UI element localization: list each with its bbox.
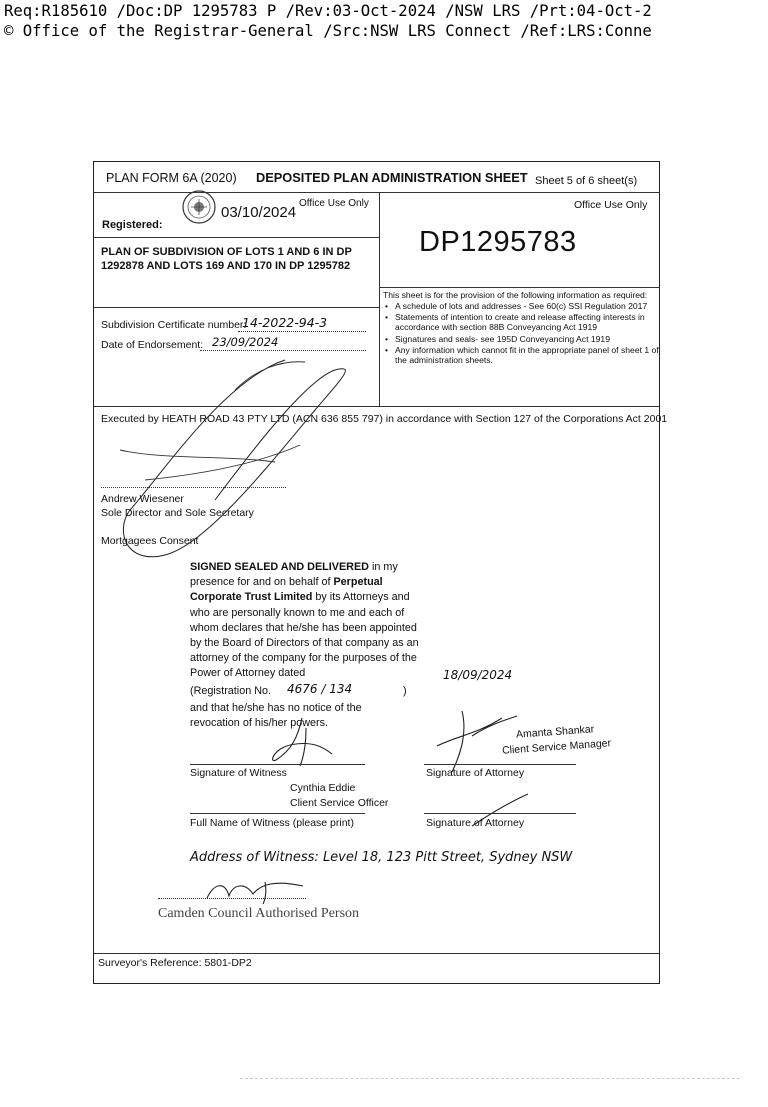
director-signature-line: [101, 487, 286, 488]
office-use-only-right: Office Use Only: [574, 199, 648, 211]
info-item: • A schedule of lots and addresses - See 60(c) SSI Regulation 2017: [395, 301, 665, 311]
registered-date: 03/10/2024: [221, 204, 297, 221]
registered-row-divider: [94, 237, 379, 238]
dp-box-divider: [379, 287, 659, 288]
surveyors-reference: Surveyor's Reference: 5801-DP2: [98, 957, 252, 969]
registrar-seal-icon: [182, 190, 216, 224]
date-of-endorsement-label: Date of Endorsement:: [101, 339, 204, 351]
info-intro: This sheet is for the provision of the following information as required:: [383, 290, 648, 300]
witness-fullname-line: [190, 813, 365, 814]
subdivision-certificate-value: 14-2022-94-3: [242, 315, 328, 330]
office-use-only-left: Office Use Only: [299, 198, 369, 209]
council-signature-line: [158, 898, 306, 899]
attorney-signature-line-2: [424, 813, 576, 814]
mortgagee-consent: Mortgagees Consent: [101, 535, 199, 547]
print-header-line-1: Req:R185610 /Doc:DP 1295783 P /Rev:03-Oct-2024 /NSW LRS /Prt:04-Oct-2: [4, 2, 652, 20]
witness-signature-line: [190, 764, 365, 765]
attestation-paragraph: [190, 560, 420, 682]
date-of-endorsement-value: 23/09/2024: [212, 335, 279, 349]
attestation-bold-heading: SIGNED SEALED AND DELIVERED: [190, 561, 369, 573]
registered-label: Registered:: [102, 219, 163, 231]
sheet-number: Sheet 5 of 6 sheet(s): [535, 175, 638, 187]
poa-date: 18/09/2024: [443, 668, 513, 682]
witness-signature-icon: [262, 716, 337, 768]
print-header-line-2: © Office of the Registrar-General /Src:NSW LRS Connect /Ref:LRS:Conne: [4, 22, 652, 40]
executed-statement: Executed by HEATH ROAD 43 PTY LTD (ACN 636 855 797) in accordance with Section 127 of the Corporations Act 2001: [101, 413, 668, 425]
attestation-company: Perpetual Corporate Trust Limited: [190, 576, 383, 604]
certificate-dotted-line: [238, 331, 366, 332]
dp-number: DP1295783: [419, 226, 577, 258]
signature-of-attorney-label-1: Signature of Attorney: [426, 767, 525, 779]
plan-title: PLAN OF SUBDIVISION OF LOTS 1 AND 6 IN DP 1292878 AND LOTS 169 AND 170 IN DP 1295782: [101, 246, 352, 272]
signature-of-attorney-label-2: Signature of Attorney: [426, 817, 525, 829]
form-name: PLAN FORM 6A (2020): [106, 171, 237, 185]
scan-artifact-line: [240, 1078, 740, 1079]
info-item: • Signatures and seals- see 195D Conveyancing Act 1919: [395, 334, 665, 344]
attestation-text-2: by its Attorneys and who are personally known to me and each of whom declares that he/she has been appointed by the Board of Directors of that company as an attorney of the company for the purposes of the Power of Attorney dated: [190, 591, 419, 680]
subdivision-certificate-label: Subdivision Certificate number:: [101, 319, 247, 331]
registration-close: ): [403, 685, 407, 697]
attorney-signature-line-1: [424, 764, 576, 765]
registration-label: (Registration No.: [190, 685, 272, 697]
info-list: [383, 301, 665, 366]
info-item: • Statements of intention to create and release affecting interests in accordance with section 88B Conveyancing Act 1919: [395, 312, 665, 332]
plan-title-divider: [94, 307, 379, 308]
signatory-role: Sole Director and Sole Secretary: [101, 507, 254, 519]
registration-value: 4676 / 134: [287, 682, 353, 696]
footer-divider: [94, 953, 659, 954]
witness-address: Address of Witness: Level 18, 123 Pitt Street, Sydney NSW: [190, 850, 573, 865]
attestation-text-1: in my presence for and on behalf of: [190, 561, 398, 589]
attorney-name: Amanta Shankar: [515, 723, 595, 741]
title-row-divider: [94, 192, 659, 193]
council-authorised-person: Camden Council Authorised Person: [158, 906, 360, 921]
witness-name: Cynthia Eddie: [290, 782, 356, 794]
attorney-signature-icon: [432, 706, 522, 776]
info-item: • Any information which cannot fit in the appropriate panel of sheet 1 of the administration sheets.: [395, 345, 665, 365]
signatory-name: Andrew Wiesener: [101, 493, 184, 505]
witness-title: Client Service Officer: [290, 797, 389, 809]
council-signature-icon: [205, 878, 305, 904]
attorney-title: Client Service Manager: [501, 737, 612, 757]
signature-of-witness-label: Signature of Witness: [190, 767, 287, 779]
attestation-text-3: and that he/she has no notice of the revocation of his/her powers.: [190, 702, 362, 730]
sheet-title: DEPOSITED PLAN ADMINISTRATION SHEET: [256, 170, 528, 185]
full-name-of-witness-label: Full Name of Witness (please print): [190, 817, 354, 829]
